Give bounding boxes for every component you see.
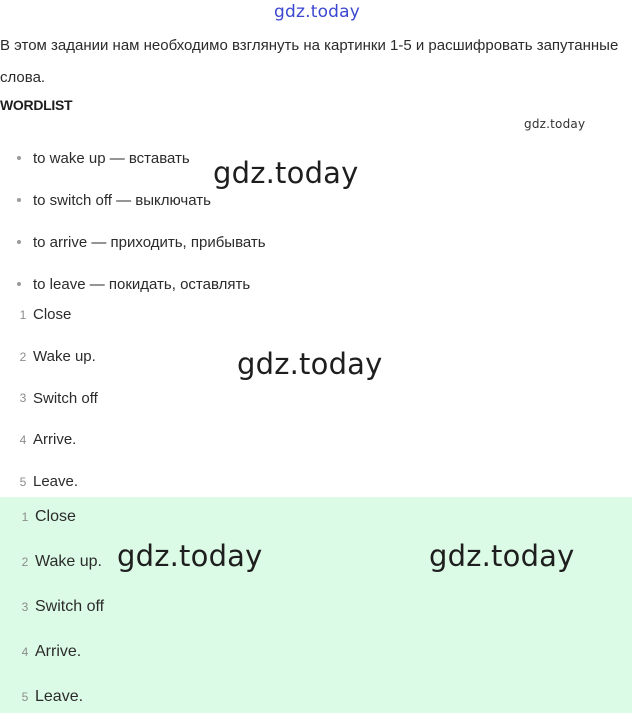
- item-number: [0, 600, 35, 614]
- wordlist-item-text: to wake up — вставать: [33, 149, 190, 167]
- item-number-text: 5: [19, 474, 27, 489]
- wordlist-item-text: to arrive — приходить, прибывать: [33, 233, 266, 251]
- list-item: [0, 294, 98, 336]
- item-number: [0, 391, 33, 405]
- list-item-text: Close: [33, 306, 72, 324]
- answer-item-text: Switch off: [35, 597, 105, 615]
- item-number-text: 3: [21, 599, 29, 614]
- bullet-dot-icon: [17, 156, 21, 160]
- answer-item: [0, 584, 104, 629]
- watermark-top: gdz.today: [274, 2, 361, 22]
- bullet-dot-icon: [17, 198, 21, 202]
- watermark-small: gdz.today: [524, 117, 586, 131]
- bullet-dot-icon: [17, 240, 21, 244]
- wordlist-item-text: to leave — покидать, оставлять: [33, 275, 251, 293]
- item-number: [0, 433, 33, 447]
- answer-item-text: Leave.: [35, 687, 84, 705]
- list-item: [0, 336, 98, 378]
- list-item: [0, 419, 98, 461]
- answer-list: [0, 494, 104, 719]
- answer-panel: [0, 497, 632, 713]
- item-number-text: 3: [19, 391, 27, 406]
- list-item: [0, 377, 98, 419]
- exercise-list: [0, 294, 98, 502]
- item-number: [0, 645, 35, 659]
- item-number: [0, 690, 35, 704]
- item-number: [0, 308, 33, 322]
- item-number-text: 1: [21, 509, 29, 524]
- item-number-text: 1: [19, 307, 27, 322]
- wordlist-heading: WORDLIST: [0, 97, 73, 113]
- list-item-text: Wake up.: [33, 348, 96, 366]
- bullet-dot-icon: [17, 282, 21, 286]
- item-number-text: 4: [21, 644, 29, 659]
- item-number: [0, 475, 33, 489]
- answer-item-text: Arrive.: [35, 642, 82, 660]
- item-number-text: 2: [19, 349, 27, 364]
- answer-item: [0, 629, 104, 674]
- item-number: [0, 555, 35, 569]
- item-number: [0, 510, 35, 524]
- watermark-overlay: gdz.today: [429, 539, 575, 573]
- answer-item-text: Close: [35, 507, 76, 525]
- item-number-text: 2: [21, 554, 29, 569]
- answer-item-text: Wake up.: [35, 552, 102, 570]
- wordlist-item: [0, 221, 266, 263]
- intro-text: В этом задании нам необходимо взглянуть на картинки 1-5 и расшифровать запутанные слова.: [0, 37, 619, 86]
- watermark-overlay: gdz.today: [237, 347, 383, 381]
- list-item-text: Switch off: [33, 389, 98, 407]
- item-number: [0, 350, 33, 364]
- list-item-text: Arrive.: [33, 431, 77, 449]
- wordlist-item-text: to switch off — выключать: [33, 191, 211, 209]
- answer-item: [0, 494, 104, 539]
- watermark-overlay: gdz.today: [213, 156, 359, 190]
- list-item-text: Leave.: [33, 473, 79, 491]
- answer-item: [0, 539, 104, 584]
- watermark-overlay: gdz.today: [117, 539, 263, 573]
- item-number-text: 5: [21, 689, 29, 704]
- answer-item: [0, 674, 104, 719]
- item-number-text: 4: [19, 432, 27, 447]
